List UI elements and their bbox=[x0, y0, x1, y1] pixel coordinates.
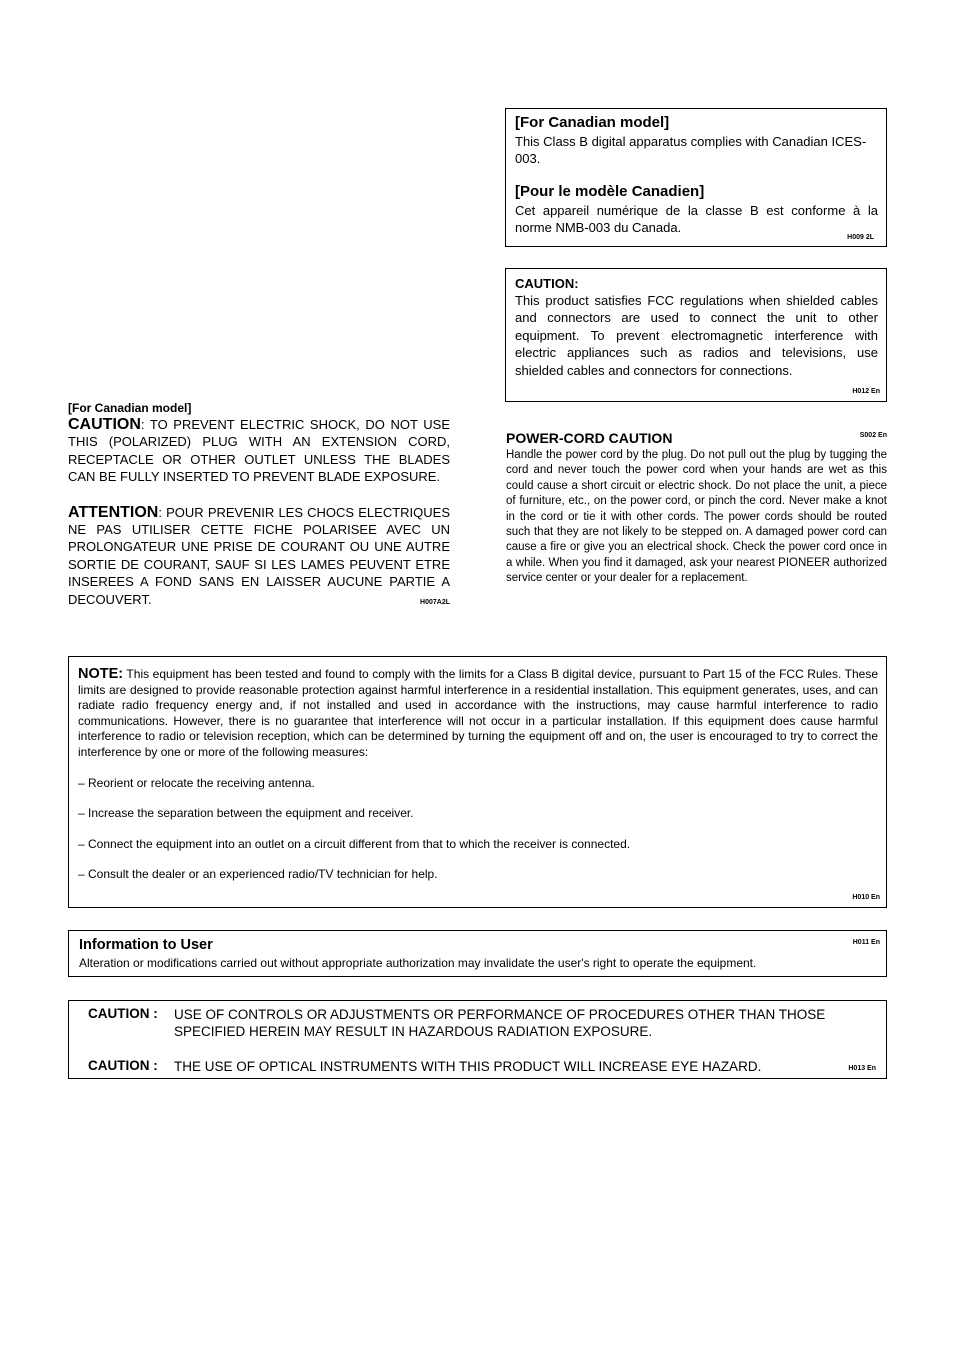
info-code: H011 En bbox=[852, 939, 880, 946]
canadian-en-text: This Class B digital apparatus complies with Canadian ICES-003. bbox=[515, 134, 867, 166]
canadian-compliance-box bbox=[505, 108, 887, 247]
laser-caution2-text: THE USE OF OPTICAL INSTRUMENTS WITH THIS PRODUCT WILL INCREASE EYE HAZARD. bbox=[174, 1059, 762, 1074]
caution-text: : TO PREVENT ELECTRIC SHOCK, DO NOT USE THIS (POLARIZED) PLUG WITH AN EXTENSION CORD, RECEPTACLE OR OTHER OUTLET UNLESS THE BLADES CAN BE FULLY INSERTED TO PREVENT BLADE EXPOSURE. bbox=[68, 417, 450, 485]
note-text: This equipment has been tested and found to comply with the limits for a Class B digital device, pursuant to Part 15 of the FCC Rules. These limits are designed to provide reasonable protection against harmful interference in a residential installation. This equipment generates, uses, and can radiate radio frequency energy and, if not installed and used in accordance with the instructions, may cause harmful interference to radio communications. However, there is no guarantee that interference will not occur in a particular installation. If this equipment does cause harmful interference to radio or television reception, which can be determined by turning the equipment off and on, the user is encouraged to try to correct the interference by one or more of the following measures: bbox=[78, 667, 878, 759]
info-title: Information to User bbox=[79, 937, 213, 953]
note-code: H010 En bbox=[852, 894, 880, 901]
canadian-fr-title: [Pour le modèle Canadien] bbox=[515, 183, 705, 200]
laser-caution1-text: USE OF CONTROLS OR ADJUSTMENTS OR PERFORMANCE OF PROCEDURES OTHER THAN THOSE SPECIFIED HEREIN MAY RESULT IN HAZARDOUS RADIATION EXPOSURE. bbox=[174, 1007, 826, 1039]
power-cord-code: S002 En bbox=[859, 432, 887, 439]
note-item: – Connect the equipment into an outlet on a circuit different from that to which the receiver is connected. bbox=[78, 836, 631, 851]
fcc-caution-code: H012 En bbox=[852, 388, 880, 395]
caution-label: CAUTION bbox=[68, 416, 141, 433]
left-caution-paragraph bbox=[68, 416, 450, 486]
canadian-en-title: [For Canadian model] bbox=[515, 114, 670, 131]
note-label: NOTE: bbox=[78, 666, 124, 682]
attention-paragraph bbox=[68, 504, 450, 608]
note-paragraph bbox=[78, 667, 878, 761]
fcc-caution-text: This product satisfies FCC regulations when shielded cables and connectors are used to connect the unit to other equipment. To prevent electromagnetic interference with electric appliances such as radios and televisions, use shielded cables and connectors for connections. bbox=[515, 293, 878, 378]
left-caution-code: H007A2L bbox=[420, 599, 450, 607]
attention-text: : POUR PREVENIR LES CHOCS ELECTRIQUES NE PAS UTILISER CETTE FICHE POLARISEE AVEC UN PROLONGATEUR UNE PRISE DE COURANT OU UNE AUTRE SORTIE DE COURANT, SAUF SI LES LAMES PEUVENT ETRE INSEREES A FOND SANS EN LAISSER AUCUNE PARTIE A DECOUVERT. bbox=[68, 504, 450, 607]
left-caution-title: [For Canadian model] bbox=[68, 401, 192, 415]
note-item: – Increase the separation between the equipment and receiver. bbox=[78, 806, 414, 821]
info-text: Alteration or modifications carried out without appropriate authorization may invalidate the user's right to operate the equipment. bbox=[79, 956, 757, 970]
laser-caution-box bbox=[68, 1000, 887, 1079]
left-canadian-caution bbox=[68, 400, 450, 608]
fcc-caution-title: CAUTION: bbox=[515, 276, 579, 291]
fcc-note-box bbox=[68, 656, 887, 908]
power-cord-title: POWER-CORD CAUTION bbox=[506, 430, 673, 446]
power-cord-text: Handle the power cord by the plug. Do not pull out the plug by tugging the cord and never touch the power cord when your hands are wet as this could cause a short circuit or electric shock. Do not place the unit, a piece of furniture, etc., on the power cord, or pinch the cord. Never make a knot in the cord or tie it with other cords. The power cords should be routed such that they are not likely to be stepped on. A damaged power cord can cause a fire or give you an electrical shock. Check the power cord once in a while. When you find it damaged, ask your nearest PIONEER authorized service center or your dealer for a replacement. bbox=[506, 449, 887, 585]
laser-code: H013 En bbox=[848, 1065, 876, 1072]
laser-caution1-label: CAUTION : bbox=[88, 1006, 158, 1021]
note-item: – Consult the dealer or an experienced radio/TV technician for help. bbox=[78, 867, 438, 882]
canadian-code: H009 2L bbox=[847, 234, 874, 241]
attention-label: ATTENTION bbox=[68, 503, 159, 521]
canadian-fr-text: Cet appareil numérique de la classe B est conforme à la norme NMB-003 du Canada. bbox=[515, 203, 878, 235]
laser-caution2-label: CAUTION : bbox=[88, 1058, 158, 1073]
power-cord-caution bbox=[506, 428, 887, 587]
fcc-caution-box bbox=[505, 268, 887, 402]
information-to-user-box bbox=[68, 930, 887, 977]
note-item: – Reorient or relocate the receiving antenna. bbox=[78, 775, 315, 790]
